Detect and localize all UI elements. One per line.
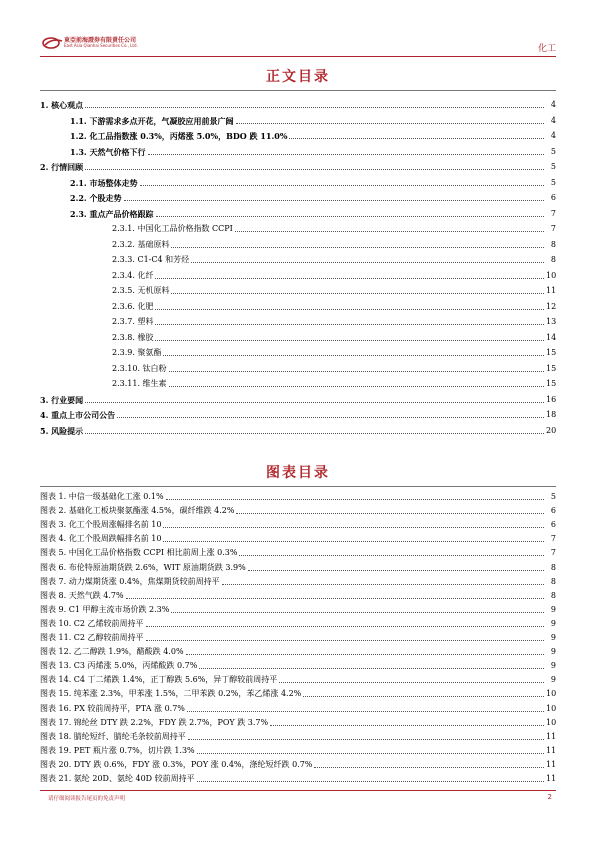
figure-entry-page: 5	[550, 492, 556, 501]
figure-entry-page: 6	[550, 506, 556, 516]
toc-entry-page: 16	[546, 394, 557, 404]
figure-entry-page: 9	[550, 618, 556, 628]
figure-entry-label: 图表 12. 乙二醇跌 1.9%，醋酸跌 4.0%	[40, 647, 184, 657]
dot-leader	[117, 417, 544, 418]
page-header	[0, 0, 596, 60]
toc-entry[interactable]	[70, 112, 556, 126]
toc-entry[interactable]	[40, 158, 556, 172]
dot-leader	[85, 402, 544, 403]
toc-entry-page: 4	[550, 131, 556, 140]
dot-leader	[270, 725, 544, 726]
figure-entry-label: 图表 6. 布伦特原油期货跌 2.6%，WIT 原油期货跌 3.9%	[40, 562, 246, 572]
figure-entry[interactable]	[40, 657, 556, 671]
figure-entry-page: 6	[550, 520, 556, 530]
figures-title-rule	[40, 486, 556, 487]
toc-entry[interactable]	[70, 189, 556, 203]
toc-entry-page: 12	[546, 301, 557, 311]
toc-entry-label: 2.3.2. 基础原料	[112, 239, 170, 249]
toc-entry-label: 2.3.3. C1-C4 和芳烃	[112, 255, 190, 264]
figure-entry-label: 图表 7. 动力煤期货涨 0.4%，焦煤期货较前周持平	[40, 576, 220, 586]
toc-entry[interactable]	[112, 236, 556, 250]
company-name-en: East Asia Qianhai Securities Co., Ltd.	[64, 43, 138, 48]
toc-entry[interactable]	[112, 282, 556, 296]
dot-leader	[146, 640, 544, 641]
figures-title: 图表目录	[266, 465, 330, 481]
figure-entry-label: 图表 21. 氨纶 20D、氨纶 40D 较前周持平	[40, 774, 195, 783]
toc-entry[interactable]	[112, 360, 556, 374]
dot-leader	[169, 371, 544, 372]
figure-entry-page: 10	[546, 689, 557, 699]
toc-entry-page: 14	[546, 332, 557, 342]
toc-entry-page: 4	[550, 100, 556, 109]
figure-entry-page: 7	[550, 534, 556, 544]
toc-entry-page: 13	[546, 317, 557, 326]
toc-entry[interactable]	[70, 127, 556, 141]
dot-leader	[303, 696, 544, 697]
figure-entry-page: 11	[546, 745, 557, 755]
figure-entry-label: 图表 19. PET 瓶片涨 0.7%，切片跌 1.3%	[40, 745, 195, 755]
figure-entry[interactable]	[40, 629, 556, 643]
footer-rule	[40, 790, 556, 791]
toc-entry-label: 2.3.4. 化纤	[112, 270, 154, 280]
dot-leader	[166, 499, 544, 500]
toc-entry[interactable]	[70, 174, 556, 188]
toc-entry-page: 11	[546, 286, 557, 295]
dot-leader	[169, 386, 544, 387]
dot-leader	[146, 626, 544, 627]
figure-entry[interactable]	[40, 516, 556, 530]
toc-entry-label: 2.3.6. 化肥	[112, 301, 154, 311]
toc-entry-page: 7	[550, 224, 556, 233]
dot-leader	[197, 781, 544, 782]
figure-entry[interactable]	[40, 559, 556, 573]
toc-entry-label: 2.3.7. 塑料	[112, 317, 154, 326]
dot-leader	[248, 570, 544, 571]
toc-entry-page: 7	[550, 208, 556, 218]
figure-entry[interactable]	[40, 728, 556, 742]
figure-entry-label: 图表 14. C4 丁二烯跌 1.4%，正丁醇跌 5.6%，异丁醇较前周持平	[40, 675, 278, 685]
figure-entry[interactable]	[40, 756, 556, 770]
header-rule	[40, 56, 556, 57]
figure-entry[interactable]	[40, 643, 556, 657]
figure-entry[interactable]	[40, 530, 556, 544]
dot-leader	[314, 767, 544, 768]
dot-leader	[85, 433, 544, 434]
dot-leader	[171, 293, 544, 294]
toc-entry-label: 2.3.1. 中国化工品价格指数 CCPI	[112, 224, 233, 233]
dot-leader	[155, 340, 544, 341]
toc-entry-page: 18	[546, 410, 557, 419]
toc-entry-page: 5	[550, 177, 556, 187]
toc-entry-label: 5. 风险提示	[40, 425, 84, 436]
dot-leader	[199, 668, 544, 669]
dot-leader	[155, 324, 544, 325]
figure-entry-page: 9	[550, 661, 556, 671]
figure-entry[interactable]	[40, 770, 556, 784]
toc-entry-page: 5	[550, 162, 556, 171]
figure-entry-page: 8	[550, 576, 556, 586]
figure-entry[interactable]	[40, 671, 556, 685]
figure-entry-label: 图表 4. 化工个股周跌幅排名前 10	[40, 534, 162, 544]
figure-entry-page: 10	[546, 703, 557, 713]
figure-entry[interactable]	[40, 488, 556, 502]
dot-leader	[85, 169, 544, 170]
toc-entry-label: 2. 行情回顾	[40, 162, 84, 172]
figure-entry-label: 图表 9. C1 甲醇主流市场价跌 2.3%	[40, 604, 170, 614]
toc-entry-label: 2.3.11. 维生素	[112, 379, 167, 388]
dot-leader	[140, 185, 545, 186]
toc-entry[interactable]	[40, 391, 556, 405]
dot-leader	[155, 309, 544, 310]
figure-entry[interactable]	[40, 615, 556, 629]
dot-leader	[222, 584, 544, 585]
figure-entry-label: 图表 20. DTY 跌 0.6%，FDY 涨 0.3%，POY 涨 0.4%，涤纶短纤跌 0.7%	[40, 759, 313, 769]
dot-leader	[148, 154, 545, 155]
toc-entry-page: 15	[546, 363, 557, 373]
toc-entry[interactable]	[112, 298, 556, 312]
figure-entry-page: 7	[550, 548, 556, 558]
dot-leader	[191, 262, 544, 263]
dot-leader	[239, 555, 544, 556]
figure-entry-page: 11	[546, 759, 557, 769]
company-name-cn: 東亞前海證券有限責任公司	[64, 37, 137, 44]
toc-entry-label: 1. 核心观点	[40, 100, 84, 110]
figure-entry-page: 8	[550, 590, 556, 600]
toc-entry-label: 1.2. 化工品指数涨 0.3%，丙烯涨 5.0%，BDO 跌 11.0%	[70, 131, 288, 141]
figure-entry[interactable]	[40, 587, 556, 601]
figure-entry-label: 图表 17. 锦纶丝 DTY 跌 2.2%，FDY 跌 2.7%，POY 跌 3.7%	[40, 717, 269, 727]
toc-entry-label: 2.2. 个股走势	[70, 193, 122, 203]
figure-entry-page: 10	[546, 717, 557, 727]
figure-entry-page: 8	[550, 562, 556, 572]
figure-entry-page: 9	[550, 675, 556, 685]
page-number: 2	[547, 793, 552, 801]
toc-title: 正文目录	[266, 69, 330, 85]
toc-entry[interactable]	[112, 329, 556, 343]
toc-entry[interactable]	[70, 205, 556, 219]
toc-entry[interactable]	[112, 344, 556, 358]
figure-entry-label: 图表 13. C3 丙烯涨 5.0%，丙烯酸跌 0.7%	[40, 661, 198, 671]
figure-entry-label: 图表 1. 中信一级基础化工涨 0.1%	[40, 492, 164, 501]
toc-entry[interactable]	[112, 267, 556, 281]
figure-entry-label: 图表 18. 腈纶短纤、腈纶毛条较前周持平	[40, 731, 186, 741]
dot-leader	[163, 527, 544, 528]
toc-entry-page: 15	[546, 379, 557, 388]
figure-entry-label: 图表 2. 基础化工板块聚氨酯涨 4.5%，碳纤维跌 4.2%	[40, 506, 235, 516]
figure-entry-label: 图表 16. PX 较前周持平，PTA 涨 0.7%	[40, 703, 185, 713]
toc-entry-page: 10	[546, 270, 557, 280]
figure-entry[interactable]	[40, 544, 556, 558]
figure-entry-label: 图表 15. 纯苯涨 2.3%，甲苯涨 1.5%，二甲苯跌 0.2%，苯乙烯涨 4.2%	[40, 689, 302, 699]
toc-entry-page: 8	[550, 239, 556, 249]
dot-leader	[279, 682, 544, 683]
dot-leader	[186, 654, 544, 655]
toc-entry-label: 3. 行业要闻	[40, 394, 84, 405]
figure-entry-label: 图表 11. C2 乙醇较前周持平	[40, 633, 144, 642]
dot-leader	[171, 247, 544, 248]
dot-leader	[85, 107, 544, 108]
figure-entry[interactable]	[40, 714, 556, 728]
figure-entry-page: 9	[550, 633, 556, 642]
toc-entry-label: 2.3.10. 钛白粉	[112, 363, 167, 373]
toc-entry-page: 5	[550, 146, 556, 156]
dot-leader	[155, 278, 544, 279]
toc-entry[interactable]	[112, 313, 556, 327]
dot-leader	[188, 739, 544, 740]
toc-entry[interactable]	[112, 220, 556, 234]
industry-label: 化工	[537, 44, 556, 54]
toc-entry-label: 1.3. 天然气价格下行	[70, 146, 146, 157]
toc-entry-page: 4	[550, 115, 556, 125]
dot-leader	[197, 753, 544, 754]
figure-entry[interactable]	[40, 573, 556, 587]
toc-entry[interactable]	[40, 96, 556, 110]
dot-leader	[171, 612, 544, 613]
figure-entry[interactable]	[40, 700, 556, 714]
toc-entry-page: 20	[546, 425, 557, 435]
toc-entry-label: 2.3.8. 橡胶	[112, 332, 154, 342]
figure-entry[interactable]	[40, 601, 556, 615]
figure-entry-page: 11	[546, 731, 557, 741]
dot-leader	[163, 541, 544, 542]
dot-leader	[163, 355, 544, 356]
toc-title-rule	[40, 90, 556, 91]
toc-entry-page: 6	[550, 193, 556, 202]
toc-entry-label: 4. 重点上市公司公告	[40, 410, 116, 420]
dot-leader	[289, 138, 544, 139]
dot-leader	[126, 598, 544, 599]
figure-entry-page: 11	[546, 774, 557, 783]
figure-entry-label: 图表 5. 中国化工品价格指数 CCPI 相比前周上涨 0.3%	[40, 548, 238, 558]
toc-entry-label: 2.3.9. 聚氨酯	[112, 348, 162, 357]
company-logo-icon	[42, 36, 64, 50]
dot-leader	[124, 200, 545, 201]
toc-entry[interactable]	[40, 406, 556, 420]
toc-entry[interactable]	[70, 143, 556, 157]
figure-entry[interactable]	[40, 742, 556, 756]
dot-leader	[236, 513, 544, 514]
figure-entry-label: 图表 3. 化工个股周涨幅排名前 10	[40, 520, 162, 530]
figure-entry-page: 9	[550, 604, 556, 614]
toc-entry[interactable]	[112, 375, 556, 389]
toc-entry-label: 1.1. 下游需求多点开花，气凝胶应用前景广阔	[70, 115, 234, 126]
dot-leader	[187, 711, 544, 712]
toc-entry[interactable]	[112, 251, 556, 265]
dot-leader	[236, 123, 545, 124]
figure-entry-label: 图表 10. C2 乙烯较前周持平	[40, 618, 144, 628]
toc-entry-page: 15	[546, 348, 557, 357]
dot-leader	[235, 231, 544, 232]
disclaimer-text: 请仔细阅读报告尾页的免责声明	[48, 796, 126, 802]
toc-entry-label: 2.3.5. 无机原料	[112, 286, 170, 295]
figure-entry[interactable]	[40, 685, 556, 699]
figure-entry-label: 图表 8. 天然气跌 4.7%	[40, 590, 124, 600]
figure-entry[interactable]	[40, 502, 556, 516]
dot-leader	[156, 216, 545, 217]
toc-entry[interactable]	[40, 422, 556, 436]
toc-entry-label: 2.3. 重点产品价格跟踪	[70, 208, 154, 219]
toc-entry-label: 2.1. 市场整体走势	[70, 177, 138, 188]
toc-entry-page: 8	[550, 255, 556, 264]
figure-entry-page: 9	[550, 647, 556, 657]
